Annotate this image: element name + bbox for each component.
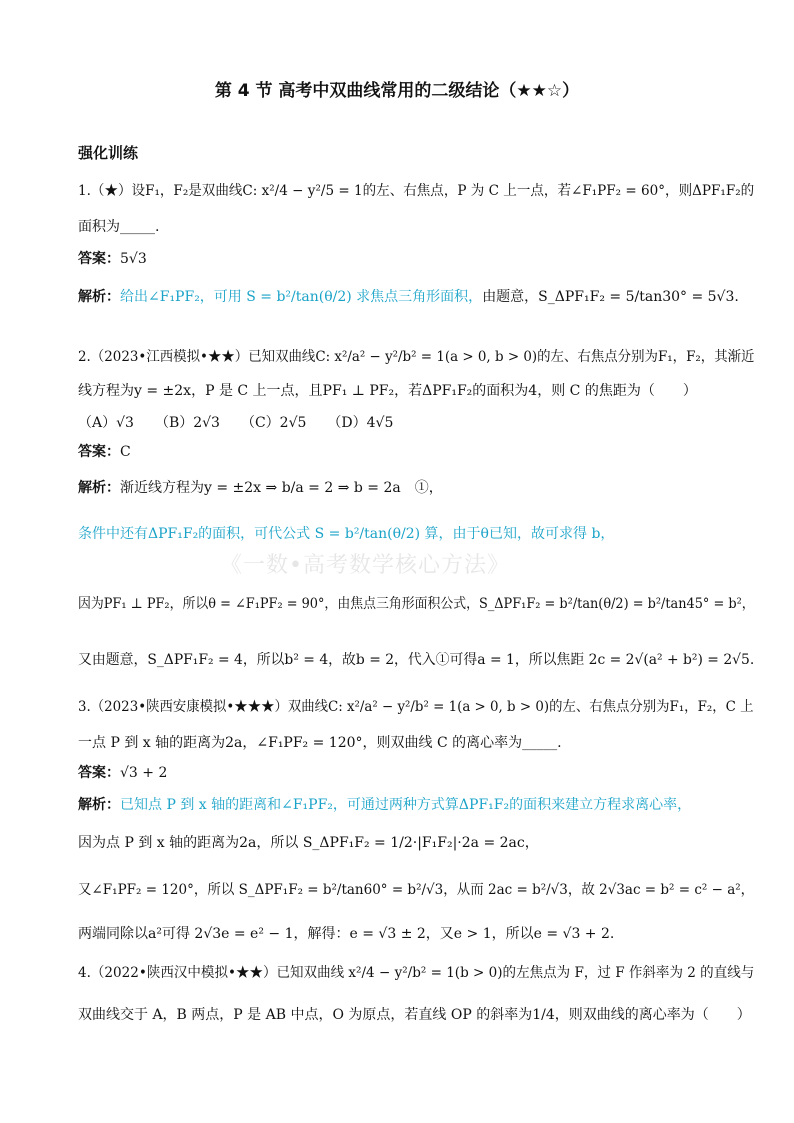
q2-analysis-3: 因为PF₁ ⊥ PF₂，所以θ = ∠F₁PF₂ = 90°，由焦点三角形面积公式，S_ΔPF₁F₂ = b²/tan(θ/2) = b²/tan45° = b²，	[78, 596, 755, 612]
q1-analysis-rest: 由题意，S_ΔPF₁F₂ = 5/tan30° = 5√3.	[482, 289, 739, 305]
q3-analysis-1	[78, 795, 691, 815]
q1-answer-label: 答案：	[78, 251, 120, 267]
q2-analysis-1	[78, 478, 443, 498]
q2-options: （A）√3 （B）2√3 （C）2√5 （D）4√5	[78, 415, 394, 431]
q3-analysis-2: 因为点 P 到 x 轴的距离为2a，所以 S_ΔPF₁F₂ = 1/2·|F₁F₂|·2a = 2ac，	[78, 835, 539, 851]
page-title: 第 4 节 高考中双曲线常用的二级结论（★★☆）	[214, 81, 580, 101]
q1-analysis-label: 解析：	[78, 289, 120, 305]
q2-analysis-text-1: 渐近线方程为y = ±2x ⇒ b/a = 2 ⇒ b = 2a ①，	[120, 480, 443, 496]
q3-stem-line2: 一点 P 到 x 轴的距离为2a，∠F₁PF₂ = 120°，则双曲线 C 的离心率为_____.	[78, 735, 562, 751]
q3-answer-value: √3 + 2	[120, 765, 168, 781]
q1-answer-value: 5√3	[120, 251, 147, 267]
q2-analysis-4: 又由题意，S_ΔPF₁F₂ = 4，所以b² = 4，故b = 2，代入①可得a = 1，所以焦距 2c = 2√(a² + b²) = 2√5.	[78, 652, 755, 668]
q2-analysis-2: 条件中还有ΔPF₁F₂的面积，可代公式 S = b²/tan(θ/2) 算，由于θ已知，故可求得 b，	[78, 526, 615, 542]
q1-analysis-hint: 给出∠F₁PF₂，可用 S = b²/tan(θ/2) 求焦点三角形面积，	[120, 289, 483, 305]
q4-stem-line2: 双曲线交于 A，B 两点，P 是 AB 中点，O 为原点，若直线 OP 的斜率为1/4，则双曲线的离心率为（ ）	[78, 1007, 751, 1023]
q2-answer	[78, 442, 131, 462]
section-heading: 强化训练	[78, 144, 139, 162]
q2-stem-line2: 线方程为y = ±2x，P 是 C 上一点，且PF₁ ⊥ PF₂，若ΔPF₁F₂的面积为4，则 C 的焦距为（ ）	[78, 383, 697, 399]
q1-answer	[78, 249, 147, 269]
q3-analysis-3: 又∠F₁PF₂ = 120°，所以 S_ΔPF₁F₂ = b²/tan60° = b²/√3，从而 2ac = b²/√3，故 2√3ac = b² = c² − a²，	[78, 882, 755, 898]
q3-analysis-label: 解析：	[78, 797, 120, 813]
q3-answer-label: 答案：	[78, 765, 120, 781]
q1-analysis	[78, 287, 739, 307]
watermark-text: 《一数•高考数学核心方法》	[220, 553, 510, 578]
q2-answer-value: C	[120, 444, 131, 460]
q3-analysis-text-1: 已知点 P 到 x 轴的距离和∠F₁PF₂，可通过两种方式算ΔPF₁F₂的面积来建立方程求离心率，	[120, 797, 692, 813]
q2-stem-line1: 2.（2023•江西模拟•★★）已知双曲线C: x²/a² − y²/b² = 1(a > 0, b > 0)的左、右焦点分别为F₁，F₂，其渐近	[78, 349, 755, 365]
q3-answer	[78, 763, 167, 783]
q1-stem-line2: 面积为_____.	[78, 219, 160, 235]
q2-analysis-label: 解析：	[78, 480, 120, 496]
q4-stem-line1: 4.（2022•陕西汉中模拟•★★）已知双曲线 x²/4 − y²/b² = 1(b > 0)的左焦点为 F，过 F 作斜率为 2 的直线与	[78, 965, 755, 981]
q3-stem-line1: 3.（2023•陕西安康模拟•★★★）双曲线C: x²/a² − y²/b² = 1(a > 0, b > 0)的左、右焦点分别为F₁，F₂，C 上	[78, 699, 754, 715]
q3-analysis-4: 两端同除以a²可得 2√3e = e² − 1，解得：e = √3 ± 2，又e > 1，所以e = √3 + 2.	[78, 926, 615, 942]
q2-answer-label: 答案：	[78, 444, 120, 460]
q1-stem-line1: 1.（★）设F₁，F₂是双曲线C: x²/4 − y²/5 = 1的左、右焦点，P 为 C 上一点，若∠F₁PF₂ = 60°，则ΔPF₁F₂的	[78, 183, 755, 199]
